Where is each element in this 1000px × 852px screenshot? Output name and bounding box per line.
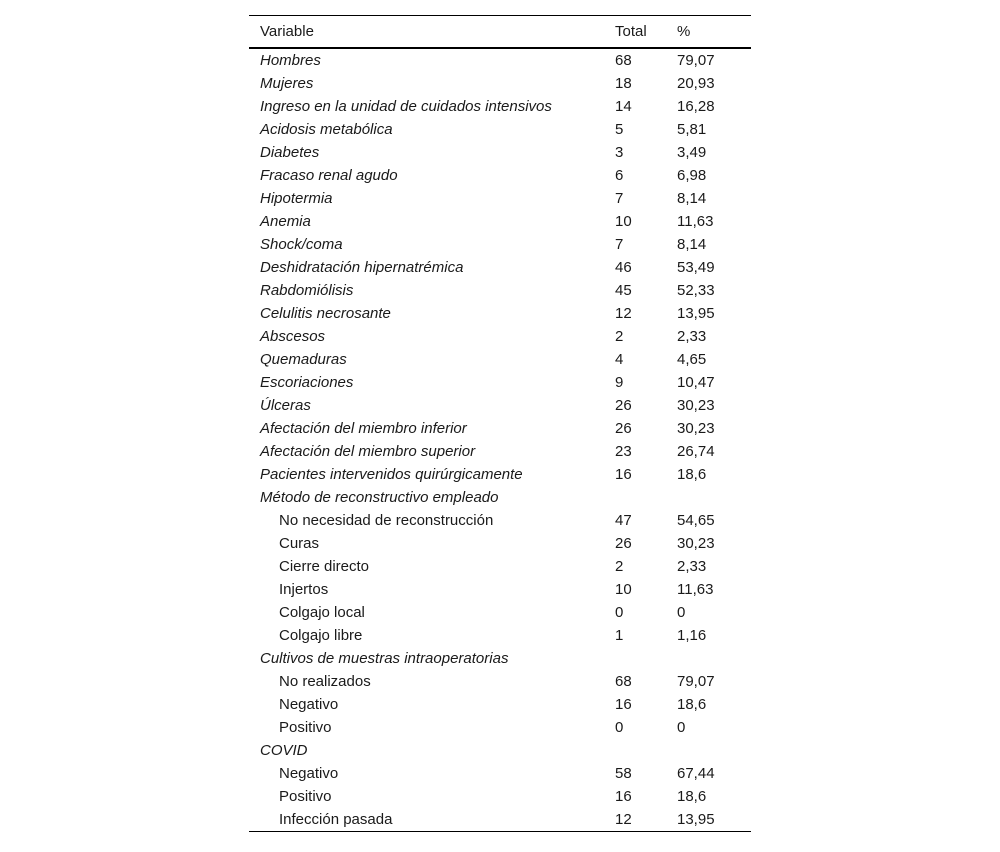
row-percent bbox=[677, 647, 751, 670]
table-row bbox=[249, 624, 751, 647]
row-total: 10 bbox=[615, 213, 632, 230]
table-row bbox=[249, 509, 751, 532]
row-percent: 67,44 bbox=[677, 765, 715, 782]
row-percent bbox=[677, 486, 751, 509]
row-label: Shock/coma bbox=[260, 236, 343, 253]
row-label: Afectación del miembro inferior bbox=[260, 420, 467, 437]
row-percent: 30,23 bbox=[677, 420, 715, 437]
row-label: COVID bbox=[260, 742, 308, 759]
row-total: 1 bbox=[615, 627, 624, 644]
row-percent: 20,93 bbox=[677, 75, 715, 92]
table-row bbox=[249, 72, 751, 95]
row-total: 7 bbox=[615, 190, 624, 207]
table-row bbox=[249, 808, 751, 832]
row-label: Ingreso en la unidad de cuidados intensivos bbox=[260, 98, 552, 115]
row-percent: 52,33 bbox=[677, 282, 715, 299]
table-row bbox=[249, 486, 751, 509]
row-percent: 2,33 bbox=[677, 558, 707, 575]
row-label: Abscesos bbox=[260, 328, 326, 345]
row-percent: 79,07 bbox=[677, 52, 715, 69]
row-total: 14 bbox=[615, 98, 632, 115]
row-percent: 30,23 bbox=[677, 535, 715, 552]
row-percent: 79,07 bbox=[677, 673, 715, 690]
row-percent: 8,14 bbox=[677, 236, 707, 253]
row-percent: 26,74 bbox=[677, 443, 715, 460]
row-total: 10 bbox=[615, 581, 632, 598]
row-total: 16 bbox=[615, 788, 632, 805]
row-label: Colgajo libre bbox=[279, 627, 363, 644]
row-total: 5 bbox=[615, 121, 624, 138]
row-total: 7 bbox=[615, 236, 624, 253]
row-percent: 16,28 bbox=[677, 98, 715, 115]
row-label: Positivo bbox=[279, 788, 332, 805]
table-row bbox=[249, 48, 751, 72]
table-row bbox=[249, 417, 751, 440]
row-total: 68 bbox=[615, 52, 632, 69]
data-table bbox=[249, 15, 751, 832]
row-label: Negativo bbox=[279, 765, 339, 782]
row-total: 3 bbox=[615, 144, 624, 161]
row-label: Quemaduras bbox=[260, 351, 347, 368]
row-total: 16 bbox=[615, 696, 632, 713]
table-row bbox=[249, 739, 751, 762]
row-percent: 8,14 bbox=[677, 190, 707, 207]
row-label: Cultivos de muestras intraoperatorias bbox=[260, 650, 509, 667]
row-percent: 0 bbox=[677, 719, 686, 736]
row-percent bbox=[677, 739, 751, 762]
row-label: Curas bbox=[279, 535, 320, 552]
row-total bbox=[615, 486, 677, 509]
row-label: Positivo bbox=[279, 719, 332, 736]
table-row bbox=[249, 233, 751, 256]
row-label: Hipotermia bbox=[260, 190, 333, 207]
row-label: Afectación del miembro superior bbox=[260, 443, 476, 460]
row-label: Infección pasada bbox=[279, 811, 393, 828]
row-label: Injertos bbox=[279, 581, 329, 598]
row-total: 2 bbox=[615, 328, 624, 345]
row-percent: 18,6 bbox=[677, 788, 707, 805]
row-total: 18 bbox=[615, 75, 632, 92]
table-row bbox=[249, 302, 751, 325]
row-percent: 1,16 bbox=[677, 627, 707, 644]
row-percent: 53,49 bbox=[677, 259, 715, 276]
row-total bbox=[615, 647, 677, 670]
table-row bbox=[249, 555, 751, 578]
row-total: 2 bbox=[615, 558, 624, 575]
row-percent: 54,65 bbox=[677, 512, 715, 529]
table-body bbox=[249, 48, 751, 832]
row-percent: 11,63 bbox=[677, 213, 714, 230]
row-label: Anemia bbox=[260, 213, 311, 230]
row-percent: 13,95 bbox=[677, 811, 715, 828]
table-row bbox=[249, 256, 751, 279]
row-label: Colgajo local bbox=[279, 604, 365, 621]
header-percent: % bbox=[677, 23, 691, 40]
row-percent: 18,6 bbox=[677, 696, 707, 713]
table-row bbox=[249, 325, 751, 348]
row-label: Pacientes intervenidos quirúrgicamente bbox=[260, 466, 523, 483]
row-total: 12 bbox=[615, 811, 632, 828]
row-total: 0 bbox=[615, 719, 624, 736]
row-percent: 13,95 bbox=[677, 305, 715, 322]
table-row bbox=[249, 785, 751, 808]
table-row bbox=[249, 716, 751, 739]
table-row bbox=[249, 371, 751, 394]
table-row bbox=[249, 647, 751, 670]
row-total: 23 bbox=[615, 443, 632, 460]
row-label: No necesidad de reconstrucción bbox=[279, 512, 494, 529]
row-percent: 10,47 bbox=[677, 374, 715, 391]
row-label: Celulitis necrosante bbox=[260, 305, 391, 322]
row-label: Diabetes bbox=[260, 144, 320, 161]
row-label: Fracaso renal agudo bbox=[260, 167, 398, 184]
table-header-row bbox=[249, 16, 751, 49]
row-total: 26 bbox=[615, 535, 632, 552]
row-total: 46 bbox=[615, 259, 632, 276]
row-percent: 3,49 bbox=[677, 144, 707, 161]
table-row bbox=[249, 187, 751, 210]
row-label: Mujeres bbox=[260, 75, 314, 92]
row-label: Úlceras bbox=[260, 397, 311, 414]
row-label: Acidosis metabólica bbox=[260, 121, 393, 138]
table-row bbox=[249, 463, 751, 486]
table-row bbox=[249, 762, 751, 785]
row-label: Cierre directo bbox=[279, 558, 370, 575]
row-label: Negativo bbox=[279, 696, 339, 713]
row-total: 4 bbox=[615, 351, 624, 368]
row-label: Deshidratación hipernatrémica bbox=[260, 259, 464, 276]
row-percent: 11,63 bbox=[677, 581, 714, 598]
row-total: 16 bbox=[615, 466, 632, 483]
row-total: 26 bbox=[615, 397, 632, 414]
row-label: No realizados bbox=[279, 673, 371, 690]
table-row bbox=[249, 578, 751, 601]
row-total: 68 bbox=[615, 673, 632, 690]
table-row bbox=[249, 279, 751, 302]
data-table-container bbox=[249, 15, 751, 832]
row-percent: 4,65 bbox=[677, 351, 707, 368]
row-percent: 30,23 bbox=[677, 397, 715, 414]
row-percent: 5,81 bbox=[677, 121, 707, 138]
row-total: 12 bbox=[615, 305, 632, 322]
row-total: 45 bbox=[615, 282, 632, 299]
row-label: Rabdomiólisis bbox=[260, 282, 354, 299]
row-percent: 6,98 bbox=[677, 167, 707, 184]
row-percent: 0 bbox=[677, 604, 686, 621]
table-row bbox=[249, 440, 751, 463]
row-percent: 18,6 bbox=[677, 466, 707, 483]
table-row bbox=[249, 532, 751, 555]
row-label: Método de reconstructivo empleado bbox=[260, 489, 499, 506]
table-row bbox=[249, 394, 751, 417]
table-row bbox=[249, 210, 751, 233]
row-total: 26 bbox=[615, 420, 632, 437]
table-row bbox=[249, 141, 751, 164]
table-row bbox=[249, 348, 751, 371]
header-variable: Variable bbox=[260, 23, 314, 40]
row-total bbox=[615, 739, 677, 762]
row-label: Escoriaciones bbox=[260, 374, 354, 391]
row-label: Hombres bbox=[260, 52, 321, 69]
table-row bbox=[249, 693, 751, 716]
row-total: 9 bbox=[615, 374, 624, 391]
row-percent: 2,33 bbox=[677, 328, 707, 345]
header-total: Total bbox=[615, 23, 647, 40]
row-total: 47 bbox=[615, 512, 632, 529]
table-row bbox=[249, 670, 751, 693]
row-total: 6 bbox=[615, 167, 624, 184]
table-row bbox=[249, 95, 751, 118]
table-row bbox=[249, 164, 751, 187]
row-total: 0 bbox=[615, 604, 624, 621]
table-row bbox=[249, 118, 751, 141]
row-total: 58 bbox=[615, 765, 632, 782]
table-row bbox=[249, 601, 751, 624]
